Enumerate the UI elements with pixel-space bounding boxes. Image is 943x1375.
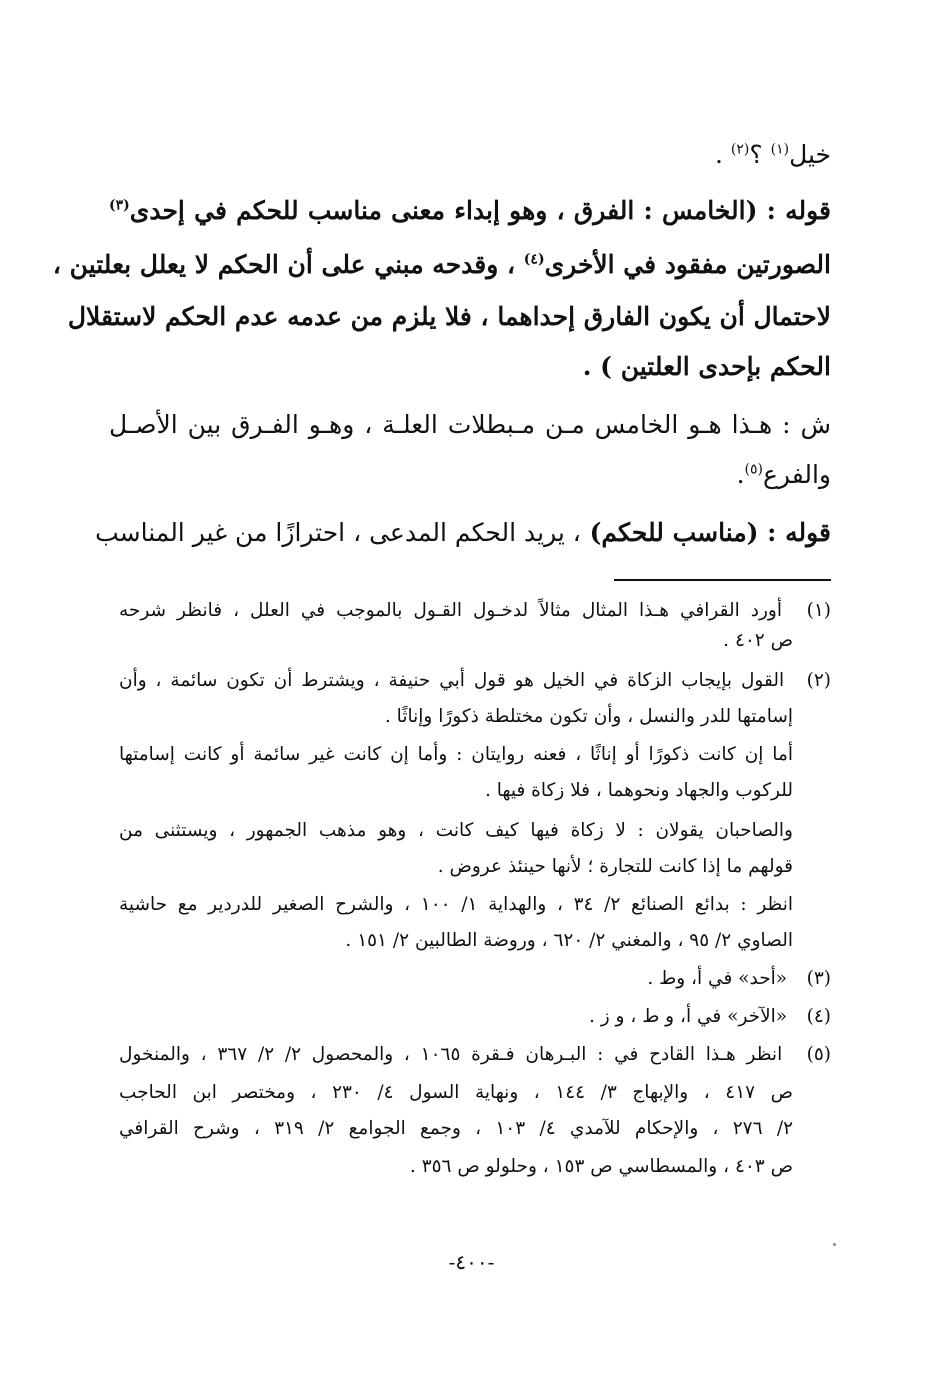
body-para2-line-4: الحكم بإحدى العلتين ) . bbox=[582, 352, 831, 381]
scan-speck bbox=[833, 1243, 836, 1246]
body-para3-line-2: والفرع$^{(٥)}$. bbox=[736, 460, 831, 489]
footnote-1-line-1: (١) أورد القرافي هـذا المثال مثالاً لدخـول القـول بالموجب في العلل ، فانظر شرحه bbox=[119, 600, 831, 621]
body-para2-line-3: لاحتمال أن يكون الفارق إحداهما ، فلا يلزم من عدمه عدم الحكم لاستقلال bbox=[67, 302, 831, 331]
footnote-1-line-2: ص ٤٠٢ . bbox=[723, 630, 793, 651]
footnote-2-line-4: للركوب والجهاد ونحوهما ، فلا زكاة فيها . bbox=[484, 780, 793, 801]
body-para2-line-1: قوله : (الخامس : الفرق ، وهو إبداء معنى مناسب للحكم في إحدى$^{(٣)}$ bbox=[109, 196, 831, 225]
page-number: -٤٠٠- bbox=[448, 1250, 495, 1274]
footnote-3: (٣) «أحد» في أ، وط . bbox=[647, 968, 831, 989]
footnote-2-line-3: أما إن كانت ذكورًا أو إناثًا ، فعنه روايتان : وأما إن كانت غير سائمة أو كانت إسامتها bbox=[119, 744, 793, 765]
footnote-2-line-1: (٢) القول بإيجاب الزكاة في الخيل هو قول أبي حنيفة ، ويشترط أن تكون سائمة ، وأن bbox=[119, 670, 831, 691]
footnote-5-line-4: ص ٤٠٣ ، والمسطاسي ص ١٥٣ ، وحلولو ص ٣٥٦ . bbox=[409, 1156, 793, 1177]
footnote-4: (٤) «الآخر» في أ، و ط ، و ز . bbox=[588, 1006, 831, 1027]
footnote-5-line-3: ٢/ ٢٧٦ ، والإحكام للآمدي ٤/ ١٠٣ ، وجمع الجوامع ٢/ ٣١٩ ، وشرح القرافي bbox=[119, 1118, 793, 1139]
body-para2-line-2: الصورتين مفقود في الأخرى$^{(٤)}$ ، وقدحه مبني على أن الحكم لا يعلل بعلتين ، bbox=[52, 250, 831, 279]
footnote-5-line-1: (٥) انظر هـذا القادح في : البـرهان فـقرة ١٠٦٥ ، والمحصول ٢/ ٢/ ٣٦٧ ، والمنخول bbox=[119, 1044, 831, 1065]
footnote-2-line-8: الصاوي ٢/ ٩٥ ، والمغني ٢/ ٦٢٠ ، وروضة الطالبين ٢/ ١٥١ . bbox=[345, 930, 793, 951]
footnote-2-line-7: انظر : بدائع الصنائع ٢/ ٣٤ ، والهداية ١/ ١٠٠ ، والشرح الصغير للدردير مع حاشية bbox=[119, 894, 793, 915]
body-para4-line-1: قوله : (مناسب للحكم) ، يريد الحكم المدعى ، احترازًا من غير المناسب bbox=[95, 518, 831, 547]
footnote-2-line-2: إسامتها للدر والنسل ، وأن تكون مختلطة ذكورًا وإناثًا . bbox=[384, 706, 793, 727]
footnote-2-line-5: والصاحبان يقولان : لا زكاة فيها كيف كانت ، وهو مذهب الجمهور ، ويستثنى من bbox=[119, 820, 793, 841]
footnote-5-line-2: ص ٤١٧ ، والإبهاج ٣/ ١٤٤ ، ونهاية السول ٤/ ٢٣٠ ، ومختصر ابن الحاجب bbox=[119, 1082, 793, 1103]
footnote-separator bbox=[614, 579, 831, 581]
body-line-1: خيل$^{(١)}$ ؟$^{(٢)}$ . bbox=[715, 140, 831, 169]
footnote-2-line-6: قولهم ما إذا كانت للتجارة ؛ لأنها حينئذ عروض . bbox=[437, 856, 793, 877]
body-para3-line-1: ش : هـذا هـو الخامس مـن مـبطلات العلـة ، وهـو الفـرق بين الأصـل bbox=[109, 410, 831, 439]
